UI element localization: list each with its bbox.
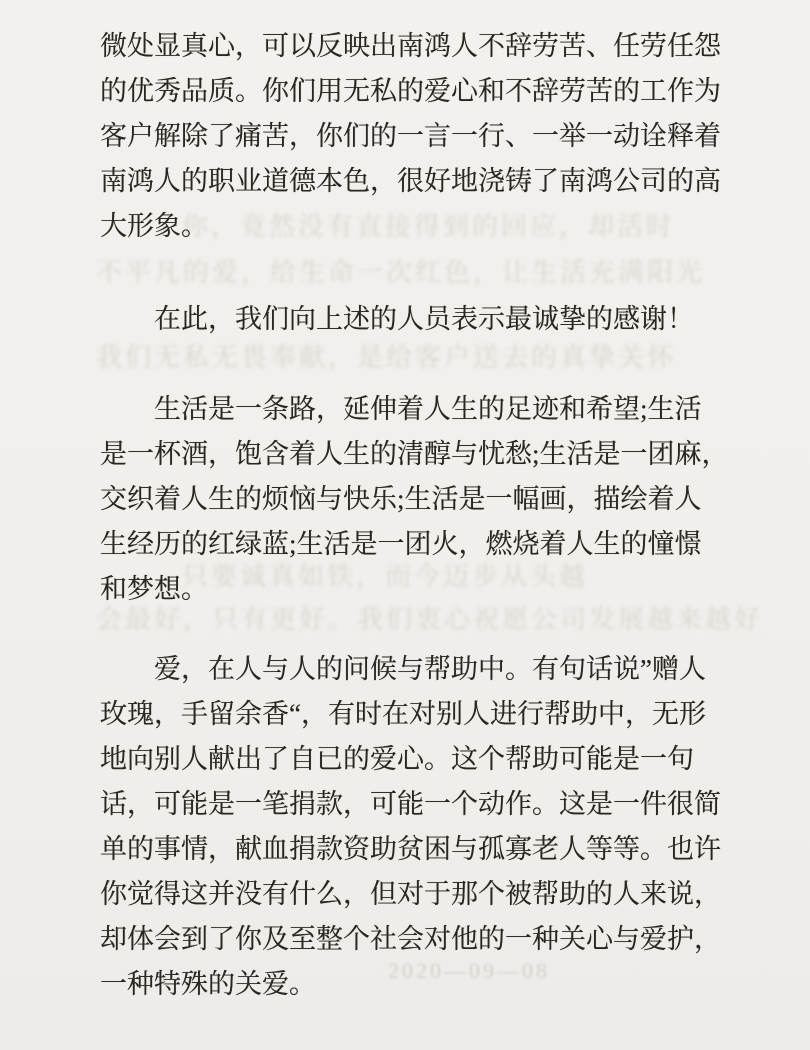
bleedthrough-text: 你，竟然没有直接得到的回应，却活时 [182,212,676,241]
bleedthrough-text: 会最好，只有更好。我们衷心祝愿公司发展越来越好 [96,605,764,634]
text-line: 在此，我们向上述的人员表示最诚挚的感谢！ [154,304,694,334]
text-line: 地向别人献出了自已的爱心。这个帮助可能是一句 [100,744,694,774]
bleedthrough-text: 我们无私无畏奉献，是给客户送去的真挚关怀 [96,343,677,372]
text-line: 爱，在人与人的问候与帮助中。有句话说”赠人 [154,654,706,684]
paragraph [100,24,740,249]
text-line: 的优秀品质。你们用无私的爱心和不辞劳苦的工作为 [100,76,721,106]
text-line: 玫瑰，手留余香“，有时在对别人进行帮助中，无形 [100,699,706,729]
text-line: 和梦想。 [100,574,208,604]
text-line: 大形象。 [100,211,208,241]
text-line: 生活是一条路，延伸着人生的足迹和希望;生活 [154,394,702,424]
text-line: 却体会到了你及至整个社会对他的一种关心与爱护， [100,924,721,954]
paragraph [100,647,740,1007]
paragraph [100,387,740,612]
text-line: 单的事情，献血捐款资助贫困与孤寡老人等等。也许 [100,834,721,864]
text-line: 一种特殊的关爱。 [100,969,316,999]
letter-body [100,24,740,1007]
paragraph [100,297,740,342]
bleedthrough-text: 不平凡的爱，给生命一次红色，让生活充满阳光 [96,258,706,287]
text-line: 微处显真心，可以反映出南鸿人不辞劳苦、任劳任怨 [100,31,721,61]
text-line: 是一杯酒，饱含着人生的清醇与忧愁;生活是一团麻， [100,439,729,469]
bleedthrough-text: 只要诚真如铁，而今迈步从头越 [182,562,589,591]
text-line: 客户解除了痛苦，你们的一言一行、一举一动诠释着 [100,121,721,151]
text-line: 交织着人生的烦恼与快乐;生活是一幅画，描绘着人 [100,484,702,514]
text-line: 南鸿人的职业道德本色，很好地浇铸了南鸿公司的高 [100,166,721,196]
text-line: 生经历的红绿蓝;生活是一团火，燃烧着人生的憧憬 [100,529,702,559]
text-line: 话，可能是一笔捐款，可能一个动作。这是一件很简 [100,789,721,819]
text-line: 你觉得这并没有什么，但对于那个被帮助的人来说， [100,879,721,909]
bleedthrough-date: 2020—09—08 [388,958,550,983]
